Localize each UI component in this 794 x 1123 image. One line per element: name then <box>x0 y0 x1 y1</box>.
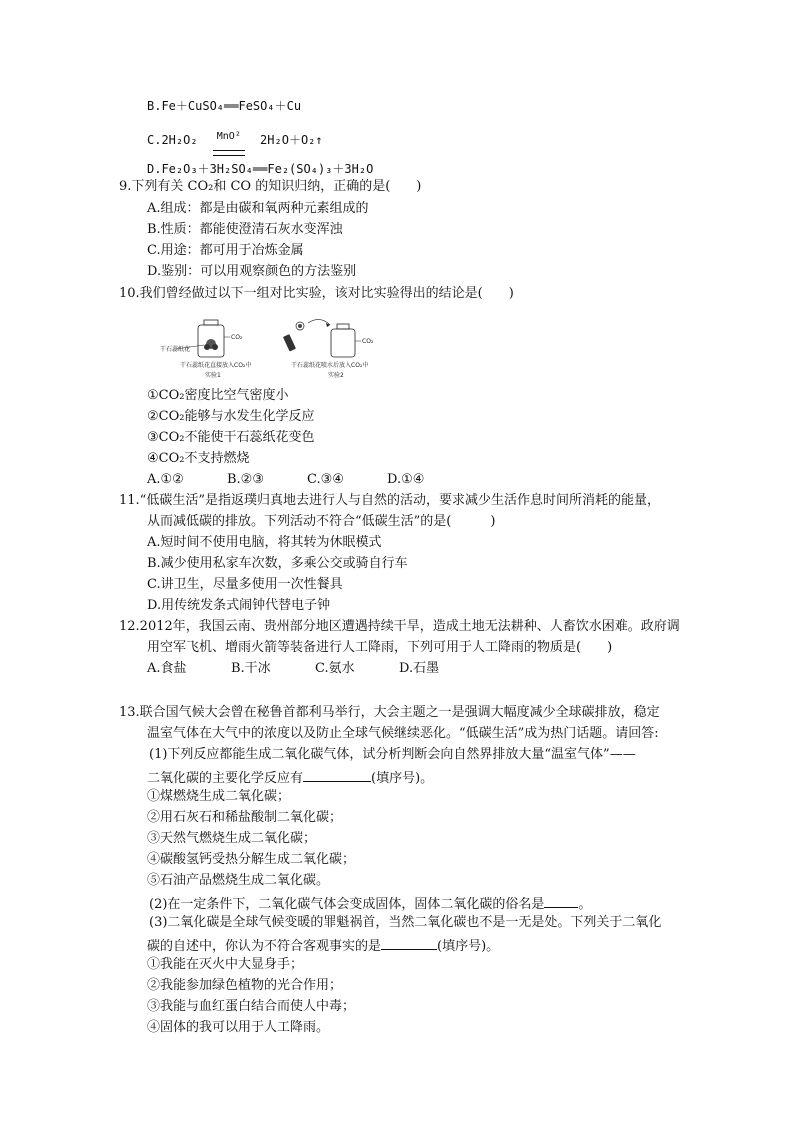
q10-option-c: C.③④ <box>307 472 344 487</box>
experiment-2-jar <box>331 324 361 357</box>
q10-statement-2: ②CO₂能够与水发生化学反应 <box>147 409 315 424</box>
q13-sub2 <box>149 893 591 914</box>
q9-option-b: B.性质：都能使澄清石灰水变浑浊 <box>147 222 343 237</box>
q13-stem-line-1: 13.联合国气候大会曾在秘鲁首都利马举行，大会主题之一是强调大幅度减少全球碳排放，稳定 <box>119 705 660 720</box>
q10-experiment-1: 实验1 <box>205 372 221 379</box>
q10-experiment-figure <box>160 317 400 383</box>
q8-option-d: D.Fe₂O₃＋3H₂SO₄══Fe₂(SO₄)₃＋3H₂O <box>147 162 374 176</box>
q10-caption-1: 干石蕊纸花直接放入CO₂中 <box>180 362 252 369</box>
q13-sub3-item-1: ①我能在灭火中大显身手； <box>147 957 304 972</box>
q11-option-d: D.用传统发条式闹钟代替电子钟 <box>147 598 331 613</box>
q8-double-line <box>213 150 245 156</box>
q13-sub1-text: 二氧化碳的主要化学反应有 <box>147 771 304 786</box>
q13-sub1-item-1: ①煤燃烧生成二氧化碳； <box>147 789 291 804</box>
q8-catalyst-label: MnO² <box>216 131 241 142</box>
q13-stem-line-2: 温室气体在大气中的浓度以及防止全球气候继续恶化。“低碳生活”成为热门话题。请回答: <box>147 726 659 741</box>
q13-sub1-suffix: (填序号)。 <box>371 771 434 786</box>
q9-option-c: C.用途：都可用于冶炼金属 <box>147 243 304 258</box>
q10-caption-2: 干石蕊纸花喷水后放入CO₂中 <box>291 362 369 369</box>
q13-sub3-answer-blank[interactable] <box>381 935 437 950</box>
q12-stem-line-2: 用空军飞机、增雨火箭等装备进行人工降雨，下列可用于人工降雨的物质是( ) <box>147 640 613 655</box>
q11-option-b: B.减少使用私家车次数，多乘公交或骑自行车 <box>147 556 408 571</box>
q9-option-d: D.鉴别：可以用观察颜色的方法鉴别 <box>147 264 357 279</box>
q11-option-a: A.短时间不使用电脑，将其转为休眠模式 <box>147 535 382 550</box>
q13-sub1-item-3: ③天然气燃烧生成二氧化碳； <box>147 831 317 846</box>
q13-sub2-answer-blank[interactable] <box>544 893 578 908</box>
q11-option-c: C.讲卫生，尽量多使用一次性餐具 <box>147 577 343 592</box>
q13-sub3-line-2 <box>147 935 499 956</box>
q10-option-b: B.②③ <box>227 472 264 487</box>
q8-option-c-reactant: C.2H₂O₂ <box>147 133 198 147</box>
q10-statement-3: ③CO₂不能使干石蕊纸花变色 <box>147 430 315 445</box>
q12-stem-line-1: 12.2012年，我国云南、贵州部分地区遭遇持续干旱，造成土地无法耕种、人畜饮水困难。政府调 <box>119 619 680 634</box>
experiment-2-sprayer <box>283 319 330 351</box>
q10-gas-label-2: CO₂ <box>362 338 374 345</box>
q10-left-label: 干石蕊纸花 <box>160 346 191 353</box>
q12-option-c: C.氨水 <box>315 661 355 676</box>
q8-option-c-product: 2H₂O＋O₂↑ <box>260 133 323 147</box>
q13-sub2-text: (2)在一定条件下，二氧化碳气体会变成固体，固体二氧化碳的俗名是 <box>149 897 545 912</box>
q13-sub3-item-3: ③我能与血红蛋白结合而使人中毒； <box>147 999 356 1014</box>
q12-option-d: D.石墨 <box>399 661 440 676</box>
q11-stem-line-2: 从而减低碳的排放。下列活动不符合“低碳生活”的是( ) <box>147 514 496 529</box>
q13-sub1-line-2 <box>147 767 433 788</box>
q13-sub3-suffix: (填序号)。 <box>437 939 500 954</box>
q13-sub3-line-1: (3)二氧化碳是全球气候变暖的罪魁祸首，当然二氧化碳也不是一无是处。下列关于二氧化 <box>149 915 662 930</box>
q10-statement-4: ④CO₂不支持燃烧 <box>147 451 250 466</box>
q13-sub1-item-2: ②用石灰石和稀盐酸制二氧化碳； <box>147 810 343 825</box>
q12-option-b: B.干冰 <box>231 661 271 676</box>
q13-sub1-answer-blank[interactable] <box>303 767 371 782</box>
q10-stem: 10.我们曾经做过以下一组对比实验，该对比实验得出的结论是( ) <box>119 286 514 301</box>
q9-option-a: A.组成：都是由碳和氧两种元素组成的 <box>147 201 369 216</box>
q13-sub3-item-2: ②我能参加绿色植物的光合作用； <box>147 978 343 993</box>
q13-sub1-item-4: ④碳酸氢钙受热分解生成二氧化碳； <box>147 852 356 867</box>
q13-sub3-text: 碳的自述中，你认为不符合客观事实的是 <box>147 939 382 954</box>
q13-sub2-suffix: 。 <box>578 897 592 912</box>
q8-option-b: B.Fe＋CuSO₄══FeSO₄＋Cu <box>147 99 302 113</box>
q13-sub1-item-5: ⑤石油产品燃烧生成二氧化碳。 <box>147 873 330 888</box>
q10-gas-label-1: CO₂ <box>231 334 243 341</box>
q12-option-a: A.食盐 <box>147 661 187 676</box>
q10-statement-1: ①CO₂密度比空气密度小 <box>147 388 289 403</box>
q11-stem-line-1: 11.“低碳生活”是指返璞归真地去进行人与自然的活动，要求减少生活作息时间所消耗的能量， <box>119 493 660 508</box>
q13-sub3-item-4: ④固体的我可以用于人工降雨。 <box>147 1020 330 1035</box>
q13-sub1-line-1: (1)下列反应都能生成二氧化碳气体，试分析判断会向自然界排放大量“温室气体”—— <box>149 747 636 762</box>
q10-option-a: A.①② <box>147 472 184 487</box>
q10-experiment-2: 实验2 <box>328 372 344 379</box>
q9-stem: 9.下列有关 CO₂和 CO 的知识归纳，正确的是( ) <box>119 179 422 194</box>
q10-option-d: D.①④ <box>387 472 425 487</box>
q8-option-c <box>147 131 323 149</box>
